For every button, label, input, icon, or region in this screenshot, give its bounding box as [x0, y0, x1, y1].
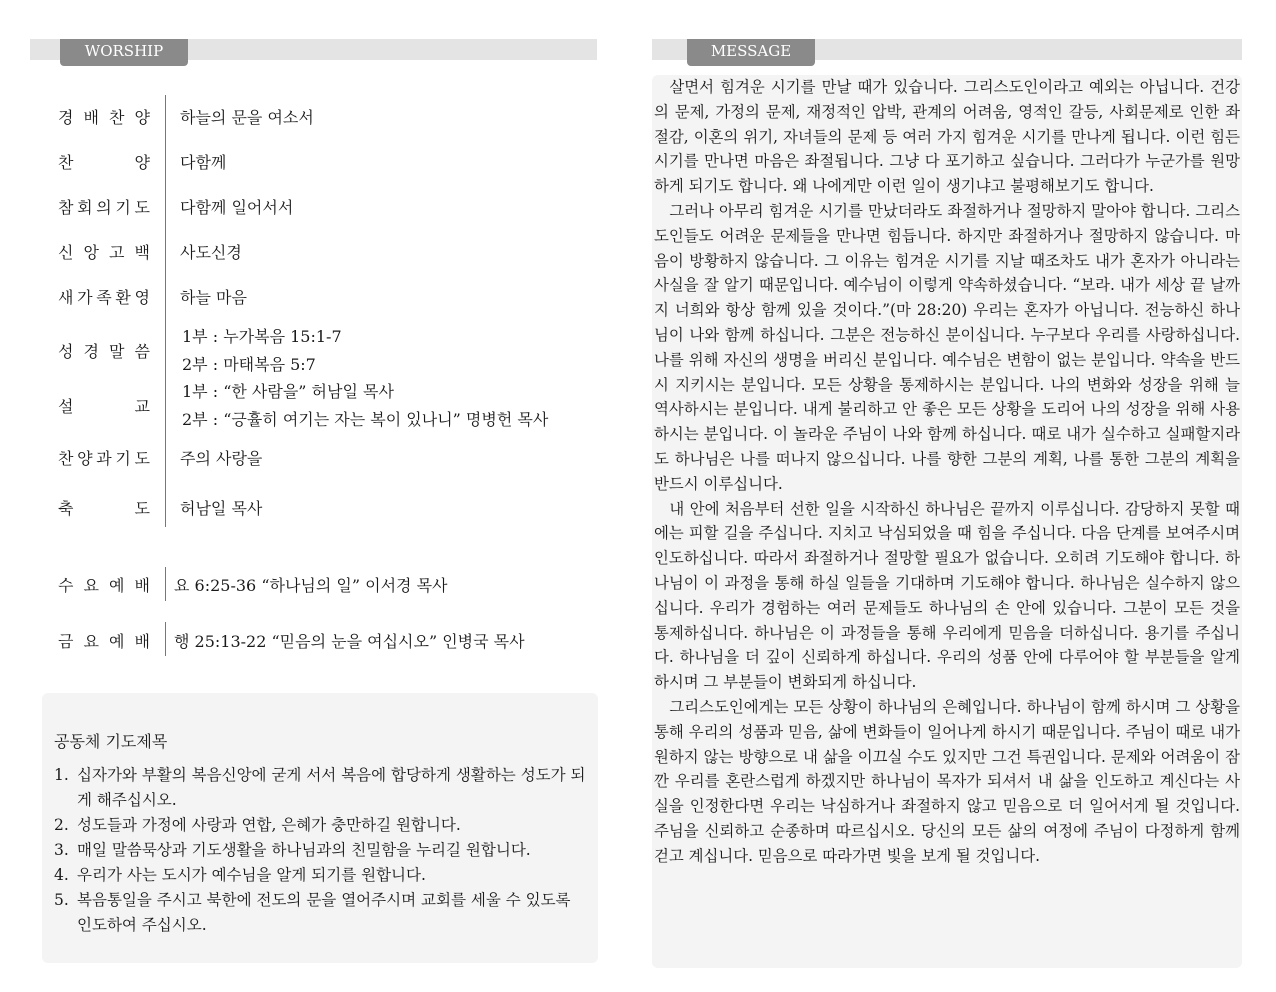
prayer-requests-box — [42, 693, 598, 963]
prayer-item-number: 5. — [54, 891, 69, 909]
service-value: 행 25:13-22 “믿음의 눈을 여십시오” 인병국 목사 — [174, 632, 525, 651]
worship-item-label: 경 배 찬 양 — [58, 108, 150, 127]
message-paragraph: 그리스도인에게는 모든 상황이 하나님의 은혜입니다. 하나님이 함께 하시며 그 상황을 통해 우리의 성품과 믿음, 삶에 변화들이 일어나게 하시기 때문입니다. 주님이 때로 내가 원하지 않는 방향으로 내 삶을 이끄실 수도 있지만 그건 특권입니다. 문제와 어려움이 잠깐 우리를 혼란스럽게 하겠지만 하나님이 목자가 되셔서 내 삶을 인도하고 계신다는 사실을 인정한다면 우리는 낙심하거나 좌절하지 않고 믿음으로 더 일어서게 될 것입니다. 주님을 신뢰하고 순종하며 따르십시오. 당신의 모든 삶의 여정에 주님이 다정하게 함께 걷고 계십니다. 믿음으로 따라가면 빛을 보게 될 것입니다. — [654, 697, 1240, 865]
worship-item-label: 신 앙 고 백 — [58, 243, 150, 262]
worship-item-value: 사도신경 — [180, 243, 242, 262]
worship-item-label: 참 회 의 기 도 — [58, 198, 150, 217]
prayer-item — [54, 863, 586, 888]
message-box — [652, 75, 1242, 968]
worship-item-value-second: 2부 : “긍휼히 여기는 자는 복이 있나니” 명병헌 목사 — [182, 410, 549, 429]
worship-item-value-first: 1부 : 누가복음 15:1-7 — [182, 327, 342, 346]
worship-item-value: 다함께 일어서서 — [180, 198, 294, 217]
worship-item-label: 찬 양 — [58, 153, 150, 172]
message-paragraph: 살면서 힘겨운 시기를 만날 때가 있습니다. 그리스도인이라고 예외는 아닙니다. 건강의 문제, 가정의 문제, 재정적인 압박, 관계의 어려움, 영적인 갈등, 사회문제로 인한 좌절감, 이혼의 위기, 자녀들의 문제 등 여러 가지 힘겨운 시기를 만나게 됩니다. 이런 힘든 시기를 만나면 마음은 좌절됩니다. 그냥 다 포기하고 싶습니다. 그러다가 누군가를 원망하게 되기도 합니다. 왜 나에게만 이런 일이 생기냐고 불평해보기도 합니다. — [654, 78, 1240, 196]
worship-tab: WORSHIP — [60, 39, 188, 66]
prayer-item — [54, 763, 586, 813]
prayer-item-text: 우리가 사는 도시가 예수님을 알게 되기를 원합니다. — [77, 866, 426, 884]
prayer-list — [54, 763, 586, 938]
worship-item-label: 축 도 — [58, 499, 150, 518]
worship-item-label: 성 경 말 씀 — [58, 342, 150, 361]
prayer-item-number: 1. — [54, 766, 69, 784]
order-divider-line — [165, 95, 166, 527]
worship-item-value: 하늘 마음 — [180, 288, 247, 307]
prayer-item-text: 복음통일을 주시고 북한에 전도의 문을 열어주시며 교회를 세울 수 있도록 인도하여 주십시오. — [77, 891, 571, 934]
worship-item-value-first: 1부 : “한 사람을” 허남일 목사 — [182, 382, 394, 401]
wednesday-divider-line — [165, 567, 166, 601]
message-tab: MESSAGE — [687, 39, 815, 66]
worship-item-value: 다함께 — [180, 153, 227, 172]
message-body — [654, 75, 1240, 869]
prayer-item-number: 4. — [54, 866, 69, 884]
message-paragraph: 그러나 아무리 힘겨운 시기를 만났더라도 좌절하거나 절망하지 말아야 합니다. 그리스도인들도 어려운 문제들을 만나면 힘듭니다. 하지만 좌절하거나 절망하지 않습니다. 마음이 방황하지 않습니다. 그 이유는 힘겨운 시기를 지날 때조차도 내가 혼자가 아니라는 사실을 잘 알기 때문입니다. 예수님이 이렇게 약속하셨습니다. “보라. 내가 세상 끝 날까지 너희와 항상 함께 있을 것이다.”(마 28:20) 우리는 혼자가 아닙니다. 전능하신 하나님이 나와 함께 하십니다. 그분은 전능하신 분이십니다. 누구보다 우리를 사랑하십니다. 나를 위해 자신의 생명을 버리신 분입니다. 예수님은 변함이 없는 분입니다. 약속을 반드시 지키시는 분입니다. 모든 상황을 통제하시는 분입니다. 나의 변화와 성장을 위해 늘 역사하시는 분입니다. 내게 불리하고 안 좋은 모든 상황을 도리어 나의 성장을 위해 사용하시는 분입니다. 이 놀라운 주님이 나와 함께 하십니다. 때로 내가 실수하고 실패할지라도 하나님은 나를 떠나지 않으십니다. 나를 향한 그분의 계획, 나를 통한 그분의 계획을 반드시 이루십니다. — [654, 201, 1240, 493]
worship-item-value: 허남일 목사 — [180, 499, 263, 518]
service-label: 금 요 예 배 — [58, 632, 150, 651]
prayer-item-text: 성도들과 가정에 사랑과 연합, 은혜가 충만하길 원합니다. — [77, 816, 461, 834]
prayer-title: 공동체 기도제목 — [54, 732, 168, 751]
prayer-item — [54, 838, 586, 863]
prayer-item — [54, 813, 586, 838]
prayer-item-number: 3. — [54, 841, 69, 859]
prayer-item-number: 2. — [54, 816, 69, 834]
service-value: 요 6:25-36 “하나님의 일” 이서경 목사 — [174, 576, 448, 595]
friday-divider-line — [165, 622, 166, 656]
worship-item-value: 하늘의 문을 여소서 — [180, 108, 314, 127]
worship-item-value-second: 2부 : 마태복음 5:7 — [182, 355, 316, 374]
prayer-item — [54, 888, 586, 938]
worship-item-label: 찬 양 과 기 도 — [58, 449, 150, 468]
worship-item-label: 새 가 족 환 영 — [58, 288, 150, 307]
worship-item-label: 설 교 — [58, 397, 150, 416]
service-label: 수 요 예 배 — [58, 576, 150, 595]
message-paragraph: 내 안에 처음부터 선한 일을 시작하신 하나님은 끝까지 이루십니다. 감당하지 못할 때에는 피할 길을 주십니다. 지치고 낙심되었을 때 힘을 주십니다. 다음 단계를 보여주시며 인도하십니다. 따라서 좌절하거나 절망할 필요가 없습니다. 오히려 기도해야 합니다. 하나님이 이 과정을 통해 하실 일들을 기대하며 기도해야 합니다. 하나님은 실수하지 않으십니다. 우리가 경험하는 여러 문제들도 하나님의 손 안에 있습니다. 그분이 모든 것을 통제하십니다. 하나님은 이 과정들을 통해 우리에게 믿음을 더하십니다. 용기를 주십니다. 하나님을 더 깊이 신뢰하게 하십니다. 우리의 성품 안에 다루어야 할 부분들을 알게 하시며 그 부분들이 변화되게 하십니다. — [654, 499, 1240, 692]
prayer-item-text: 매일 말씀묵상과 기도생활을 하나님과의 친밀함을 누리길 원합니다. — [77, 841, 531, 859]
prayer-item-text: 십자가와 부활의 복음신앙에 굳게 서서 복음에 합당하게 생활하는 성도가 되게 해주십시오. — [77, 766, 586, 809]
worship-item-value: 주의 사랑을 — [180, 449, 263, 468]
